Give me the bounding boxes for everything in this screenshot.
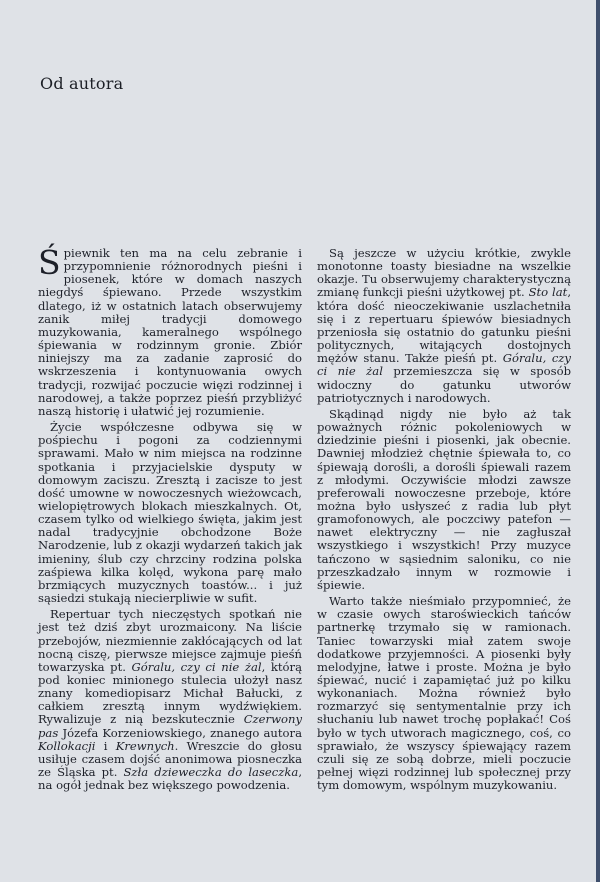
page-heading: Od autora <box>40 74 124 93</box>
text-run: i <box>95 738 116 753</box>
song-title: Czerwony pas <box>38 712 302 740</box>
song-title: Szła dzieweczka do laseczka <box>123 765 299 780</box>
paragraph-generations: Skądinąd nigdy nie było aż tak poważnych różnic pokoleniowych w dziedzinie pieśni i piosenki, jak obecnie. Dawniej młodzież chętnie śpiewała to, co śpiewają dorośli, a dorośli śpiewali razem z młodymi. Oczywiście młodzi zawsze preferowali nowoczesne przeboje, które można było usłyszeć z radia lub płyt gramofonowych, ale poczciwy patefon — nawet elektryczny — nie zagłuszał wszystkiego i wszystkich! Przy muzyce tańczono w sąsiednim saloniku, co nie przeszkadzało innym w rozmowie i śpiewie. <box>317 406 571 592</box>
text-run: Są jeszcze w użyciu krótkie, zwykle monotonne toasty biesiadne na wszelkie okazje. Tu obserwujemy charakterystyczną zmianę funkcji pieśni użytkowej pt. <box>317 246 571 300</box>
song-title: Sto lat <box>528 285 568 300</box>
song-title: Góralu, czy ci nie żal <box>131 659 262 674</box>
text-run: Repertuar tych nieczęstych spotkań nie jest też dziś zbyt urozmaicony. Na liście przebojów, niezmiennie zakłócających od lat nocną ciszę, pierwsze miejsce zajmuje pieśń towarzyska pt. <box>38 607 302 674</box>
paragraph-modern-life: Życie współczesne odbywa się w pośpiechu i pogoni za codziennymi sprawami. Mało w nim miejsca na rodzinne spotkania i przyjacielskie dysputy w domowym zaciszu. Zresztą i zacisze to jest dość umowne w nowoczesnych wieżowcach, wielopiętrowych blokach mieszkalnych. Ot, czasem tylko od wielkiego święta, jakim jest nadal tradycyjnie obchodzone Boże Narodzenie, lub z okazji wydarzeń takich jak imieniny, ślub czy chrzciny rodzina polska zaśpiewa kilka kolęd, wykona parę mało brzmiących muzycznych toastów... i już sąsiedzi stukają niecierpliwie w sufit. <box>38 420 302 606</box>
work-title: Krewnych <box>115 738 175 753</box>
paragraph-dances: Warto także nieśmiało przypomnieć, że w czasie owych staroświeckich tańców partnerkę trzymało się w ramionach. Taniec towarzyski miał zatem swoje dodatkowe przyjemności. A piosenki były melodyjne, łatwe i proste. Można je było śpiewać, nucić i zapamiętać już po kilku wykonaniach. Można również było rozmarzyć się sentymentalnie przy ich słuchaniu lub nawet trochę popłakać! Coś było w tych utworach magicznego, coś, co sprawiało, że wszyscy śpiewający razem czuli się ze sobą dobrze, mieli poczucie pełnej więzi rodzinnej lub społecznej przy tym domowym, wspólnym muzykowaniu. <box>317 594 571 793</box>
paragraph-intro <box>38 243 302 418</box>
left-column <box>38 243 302 795</box>
text-run: Józefa Korzeniowskiego, znanego autora <box>58 725 302 740</box>
text-run: przemieszcza się w sposób widoczny do gatunku utworów patriotycznych i narodowych. <box>317 364 571 405</box>
text-run: , którą pod koniec minionego stulecia ułożył nasz znany komediopisarz Michał Bałucki, z całkiem zresztą innym wydźwiękiem. Rywalizuje z nią bezskutecznie <box>38 659 302 727</box>
text-run: . Wreszcie do głosu usiłuje czasem dojść anonimowa piosneczka ze Śląska pt. <box>38 738 302 780</box>
paragraph-text: piewnik ten ma na celu zebranie i przypomnienie różnorodnych pieśni i piosenek, które w domach naszych niegdyś śpiewano. Przede wszystkim dlatego, iż w ostatnich latach obserwujemy zanik miłej tradycji domowego muzykowania, kameralnego wspólnego śpiewania w rodzinnym gronie. Zbiór niniejszy ma za zadanie zaprosić do wskrzeszenia i kontynuowania owych tradycji, rozwijać poczucie więzi rodzinnej i narodowej, a także poprzez pieśń przybliżyć naszą historię i ułatwić jej rozumienie. <box>38 246 302 418</box>
text-run: , na ogół jednak bez większego powodzenia. <box>38 765 302 793</box>
right-column <box>317 247 571 795</box>
song-title: Góralu, czy ci nie żal <box>317 351 571 379</box>
drop-cap: Ś <box>38 243 61 282</box>
text-run: , która dość nieoczekiwanie uszlachetniła się i z repertuaru śpiewów biesiadnych przeniosła się ostatnio do gatunku pieśni politycznych, witających dostojnych mężów stanu. Także pieśń pt. <box>317 285 571 366</box>
paragraph-toasts <box>317 247 571 405</box>
paragraph-repertoire <box>38 608 302 792</box>
work-title: Kollokacji <box>38 738 96 753</box>
